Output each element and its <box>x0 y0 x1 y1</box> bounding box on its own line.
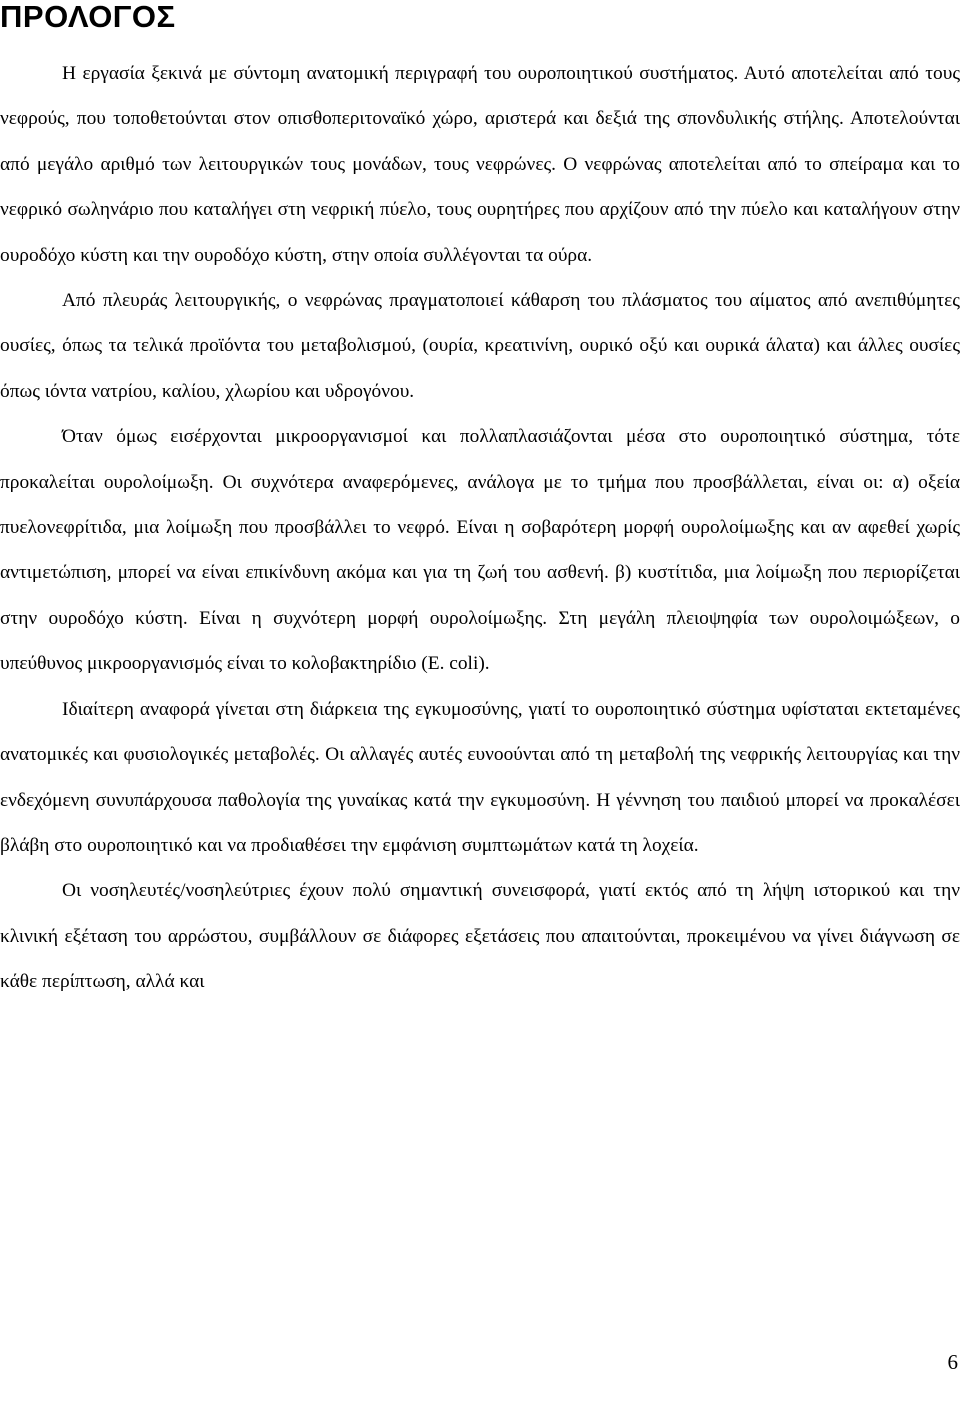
sentence: Οι νοσηλευτές/νοσηλεύτριες έχουν πολύ σημαντική συνεισφορά, γιατί εκτός από τη λήψη ιστορικού και την κλινική εξέταση του αρρώστου, συμβάλλουν σε διάφορες εξετάσεις που απαιτούνται, προκειμένου να γίνει διάγνωση σε κάθε περίπτωση, αλλά και <box>0 880 960 993</box>
sentence: Όταν όμως εισέρχονται μικροοργανισμοί και πολλαπλασιάζονται μέσα στο ουροποιητικό σύστημα, τότε προκαλείται ουρολοίμωξη. <box>0 426 960 493</box>
body-text <box>0 51 960 1005</box>
sentence: Η γέννηση του παιδιού μπορεί να προκαλέσει βλάβη στο ουροποιητικό και να προδιαθέσει την εμφάνιση συμπτωμάτων κατά τη λοχεία. <box>0 789 960 856</box>
page-title: ΠΡΟΛΟΓΟΣ <box>0 0 176 34</box>
sentence: Ιδιαίτερη αναφορά γίνεται στη διάρκεια της εγκυμοσύνης, γιατί το ουροποιητικό σύστημα υφίσταται εκτεταμένες ανατομικές και φυσιολογικές μεταβολές. <box>0 698 960 766</box>
sentence: β) κυστίτιδα, μια λοίμωξη που περιορίζεται στην ουροδόχο κύστη. <box>0 562 960 629</box>
paragraph <box>0 414 960 686</box>
sentence: Είναι η συχνότερη μορφή ουρολοίμωξης. <box>199 607 548 629</box>
paragraph <box>0 687 960 869</box>
sentence: Αποτελούνται από μεγάλο αριθμό των λειτουργικών τους μονάδων, τους νεφρώνες. <box>0 108 960 175</box>
sentence: Η εργασία ξεκινά με σύντομη ανατομική περιγραφή του ουροποιητικού συστήματος. <box>62 63 739 84</box>
sentence: Οι συχνότερα αναφερόμενες, ανάλογα με το τμήμα που προσβάλλεται, είναι οι: α) οξεία πυελονεφρίτιδα, μια λοίμωξη που προσβάλλει το νεφρό. <box>0 471 960 539</box>
sentence: Από πλευράς λειτουργικής, ο νεφρώνας πραγματοποιεί κάθαρση του πλάσματος του αίματος από ανεπιθύμητες ουσίες, όπως τα τελικά προϊόντα του μεταβολισμού, (ουρία, κρεατινίνη, ουρικό οξύ και ουρικά άλατα) και άλλες ουσίες όπως ιόντα νατρίου, καλίου, χλωρίου και υδρογόνου. <box>0 290 960 402</box>
sentence: Είναι η σοβαρότερη μορφή ουρολοίμωξης και αν αφεθεί χωρίς αντιμετώπιση, μπορεί να είναι επικίνδυνη ακόμα και για τη ζωή του ασθενή. <box>0 517 960 584</box>
page-number: 6 <box>947 1350 958 1374</box>
sentence: Οι αλλαγές αυτές ευνοούνται από τη μεταβολή της νεφρικής λειτουργίας και την ενδεχόμενη συνυπάρχουσα παθολογία της γυναίκας κατά την εγκυμοσύνη. <box>0 744 960 811</box>
sentence: Στη μεγάλη πλειοψηφία των ουρολοιμώξεων, ο υπεύθυνος μικροοργανισμός είναι το κολοβακτηρίδιο (E. coli). <box>0 607 960 675</box>
paragraph <box>0 51 960 278</box>
paragraph <box>0 868 960 1004</box>
paragraph <box>0 278 960 414</box>
sentence: Αυτό αποτελείται από τους νεφρούς, που τοποθετούνται στον οπισθοπεριτοναϊκό χώρο, αριστερά και δεξιά της σπονδυλικής στήλης. <box>0 63 960 130</box>
sentence: Ο νεφρώνας αποτελείται από το σπείραμα και το νεφρικό σωληνάριο που καταλήγει στη νεφρική πύελο, τους ουρητήρες που αρχίζουν από την πύελο και καταλήγουν στην ουροδόχο κύστη και την ουροδόχο κύστη, στην οποία συλλέγονται τα ούρα. <box>0 153 960 266</box>
